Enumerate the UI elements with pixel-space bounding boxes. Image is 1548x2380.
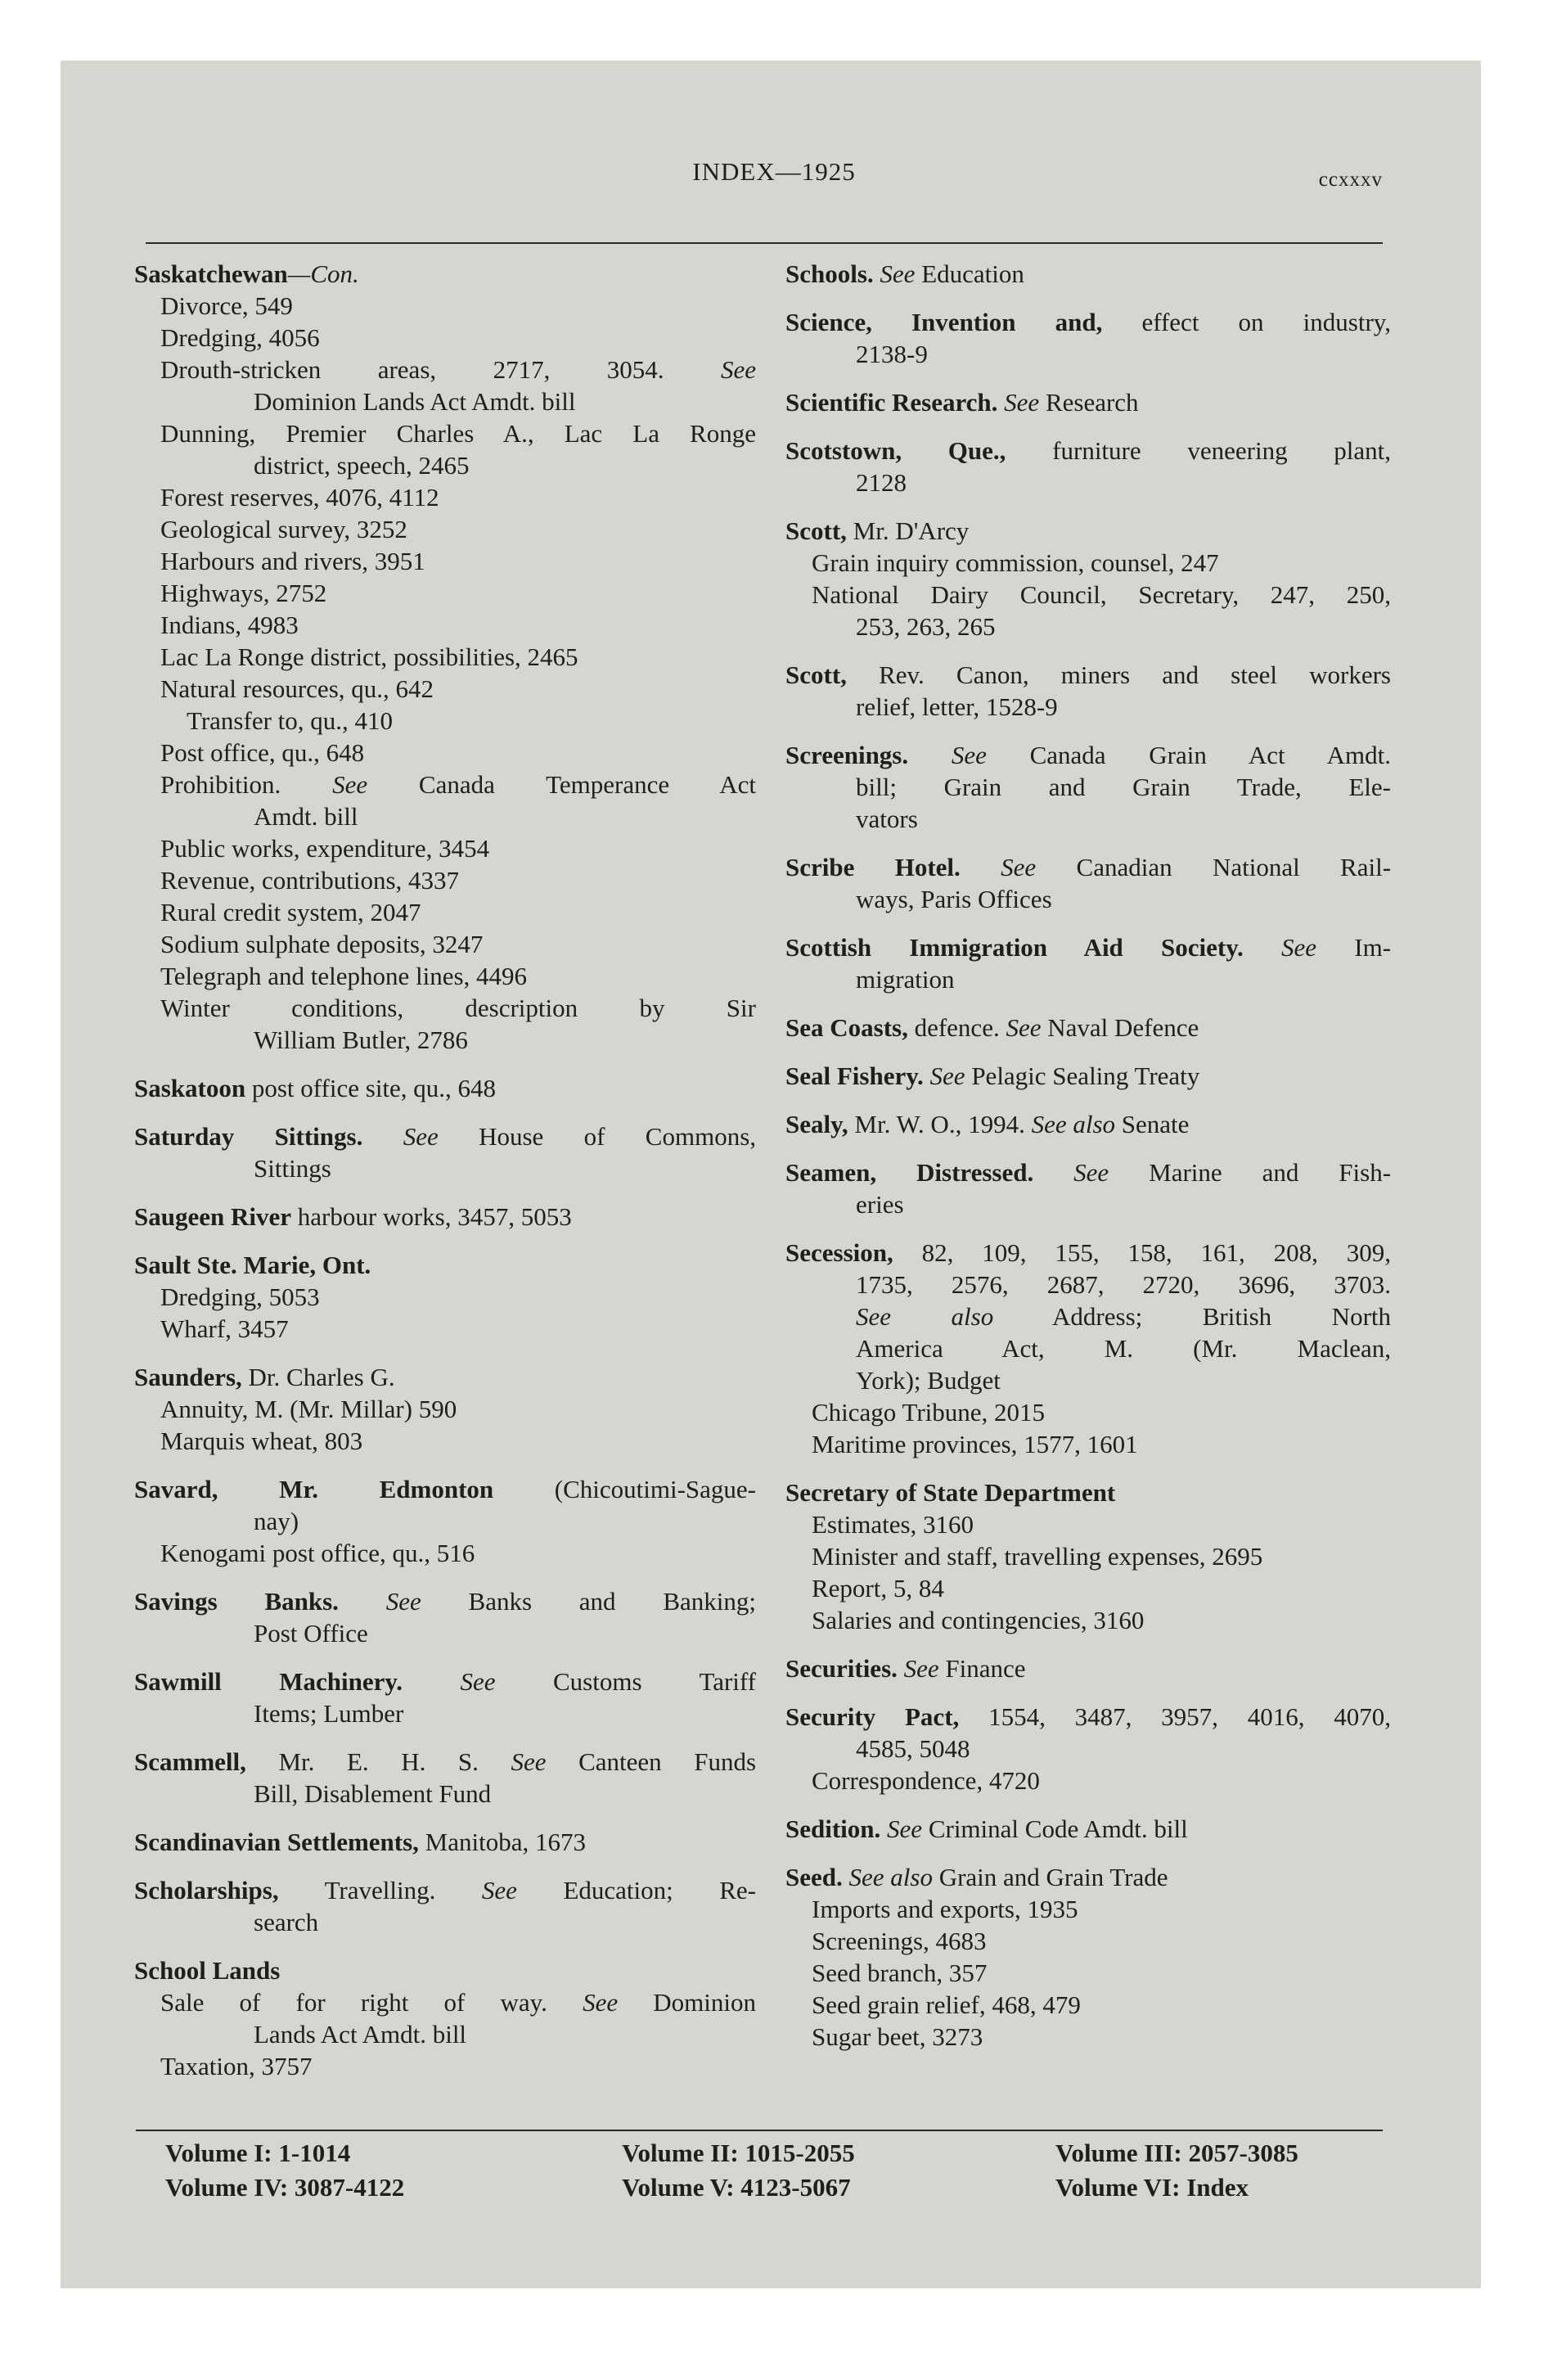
index-entry-saunders: Saunders, Dr. Charles G. Annuity, M. (Mr. Millar) 590 Marquis wheat, 803 <box>134 1363 457 1455</box>
page-number: ccxxxv <box>1318 169 1383 191</box>
index-entry-sault-ste-marie: Sault Ste. Marie, Ont. Dredging, 5053 Wharf, 3457 <box>134 1251 371 1343</box>
index-entry-security-pact: Security Pact, 1554, 3487, 3957, 4016, 4070, 4585, 5048 Correspondence, 4720 <box>785 1702 1391 1795</box>
volume-range: Volume I: 1-1014 <box>165 2139 351 2167</box>
volume-range: Volume III: 2057-3085 <box>1055 2139 1298 2167</box>
footer-volumes-right <box>1055 2136 1298 2205</box>
index-entry-schools: Schools. See Education <box>785 259 1024 288</box>
index-entry-secretary-of-state: Secretary of State Department Estimates, 3160 Minister and staff, travelling expenses, 2695 Report, 5, 84 Salaries and contingencies, 3160 <box>785 1478 1263 1634</box>
footer-volumes-middle <box>622 2136 855 2205</box>
index-entry-savings-banks: Savings Banks. See Banks and Banking; Post Office <box>134 1587 756 1648</box>
index-entry-scribe-hotel: Scribe Hotel. See Canadian National Rail- ways, Paris Offices <box>785 853 1392 913</box>
index-entry-seed: Seed. See also Grain and Grain Trade Imports and exports, 1935 Screenings, 4683 Seed branch, 357 Seed grain relief, 468, 479 Sugar beet, 3273 <box>785 1863 1168 2051</box>
sub-entry: Dunning, Premier Charles A., Lac La Ronge <box>160 419 756 448</box>
index-entry-school-lands: School Lands Sale of for right of way. See Dominion Lands Act Amdt. bill Taxation, 3757 <box>134 1956 757 2080</box>
index-entry-screenings: Screenings. See Canada Grain Act Amdt. bill; Grain and Grain Trade, Ele- vators <box>785 741 1391 833</box>
sub-entry-cont: William Butler, 2786 <box>254 1025 468 1054</box>
footer-volumes-left <box>165 2136 404 2205</box>
sub-entry: Winter conditions, description by Sir <box>160 994 756 1022</box>
index-entry-scandinavian-settlements: Scandinavian Settlements, Manitoba, 1673 <box>134 1828 586 1856</box>
sub-entry-cont: Dominion Lands Act Amdt. bill <box>254 387 576 416</box>
sub-entry: Divorce, 549 <box>160 291 293 320</box>
sub-entry: Sodium sulphate deposits, 3247 <box>160 930 484 958</box>
index-entry-scottish-immigration: Scottish Immigration Aid Society. See Im- migration <box>785 933 1392 994</box>
index-entry-saskatoon: Saskatoon post office site, qu., 648 <box>134 1074 497 1102</box>
index-entry-scholarships: Scholarships, Travelling. See Education; Re- search <box>134 1876 757 1936</box>
sub-entry: Telegraph and telephone lines, 4496 <box>160 962 528 990</box>
sub-entry: Lac La Ronge district, possibilities, 2465 <box>160 642 578 671</box>
sub-entry-cont: district, speech, 2465 <box>254 451 470 480</box>
index-entry-secession: Secession, 82, 109, 155, 158, 161, 208, 309, 1735, 2576, 2687, 2720, 3696, 3703. See also Address; British North America Act, M. (Mr. Maclean, York); Budget Chicago Tribune, 2015 Maritime provinces, 1577, 1601 <box>785 1238 1392 1458</box>
index-entry-scotstown: Scotstown, Que., furniture veneering plant, 2128 <box>785 436 1392 497</box>
index-entry-seamen-distressed: Seamen, Distressed. See Marine and Fish- eries <box>785 1158 1392 1219</box>
volume-range: Volume IV: 3087-4122 <box>165 2173 405 2202</box>
index-entry-sedition: Sedition. See Criminal Code Amdt. bill <box>785 1814 1188 1843</box>
index-entry-savard: Savard, Mr. Edmonton (Chicoutimi-Sague- nay) Kenogami post office, qu., 516 <box>134 1475 757 1567</box>
page-title: INDEX—1925 <box>692 157 856 186</box>
index-entry-sealy: Sealy, Mr. W. O., 1994. See also Senate <box>785 1110 1190 1138</box>
right-column <box>785 258 1391 2069</box>
header-rule <box>146 242 1383 244</box>
index-entry-saturday-sittings: Saturday Sittings. See House of Commons, Sittings <box>134 1122 757 1183</box>
index-entry-scott-darcy: Scott, Mr. D'Arcy Grain inquiry commission, counsel, 247 National Dairy Council, Secretary, 247, 250, 253, 263, 265 <box>785 516 1391 641</box>
index-entry-securities: Securities. See Finance <box>785 1654 1026 1683</box>
index-entry-science-invention: Science, Invention and, effect on industry, 2138-9 <box>785 308 1392 368</box>
sub-entry: Harbours and rivers, 3951 <box>160 547 425 575</box>
index-entry-saskatchewan <box>134 258 756 1056</box>
sub-entry: Highways, 2752 <box>160 579 327 607</box>
index-entry-seal-fishery: Seal Fishery. See Pelagic Sealing Treaty <box>785 1062 1200 1090</box>
sub-entry: Natural resources, qu., 642 <box>160 674 434 703</box>
sub-entry: Dredging, 4056 <box>160 323 320 352</box>
footer-rule <box>136 2130 1383 2131</box>
index-entry-scott-canon: Scott, Rev. Canon, miners and steel workers relief, letter, 1528-9 <box>785 660 1391 721</box>
left-column <box>134 258 756 2098</box>
index-entry-scientific-research: Scientific Research. See Research <box>785 388 1139 417</box>
index-entry-sea-coasts: Sea Coasts, defence. See Naval Defence <box>785 1013 1199 1042</box>
sub-entry: Prohibition. See Canada Temperance Act <box>160 770 756 799</box>
sub-sub-entry: Transfer to, qu., 410 <box>187 706 394 735</box>
sub-entry: Rural credit system, 2047 <box>160 898 421 926</box>
index-entry-sawmill-machinery: Sawmill Machinery. See Customs Tariff Items; Lumber <box>134 1667 756 1728</box>
sub-entry: Geological survey, 3252 <box>160 515 407 543</box>
sub-entry: Drouth-stricken areas, 2717, 3054. See <box>160 355 757 384</box>
sub-entry-cont: Amdt. bill <box>254 802 358 831</box>
continued-label: —Con. <box>287 259 359 288</box>
volume-range: Volume VI: Index <box>1055 2173 1249 2202</box>
volume-range: Volume V: 4123-5067 <box>622 2173 851 2202</box>
sub-entry: Post office, qu., 648 <box>160 738 365 767</box>
index-entry-scammell: Scammell, Mr. E. H. S. See Canteen Funds Bill, Disablement Fund <box>134 1747 757 1808</box>
sub-entry: Public works, expenditure, 3454 <box>160 834 490 863</box>
sub-entry: Forest reserves, 4076, 4112 <box>160 483 439 512</box>
sub-entry: Indians, 4983 <box>160 611 299 639</box>
volume-range: Volume II: 1015-2055 <box>622 2139 855 2167</box>
sub-entry: Revenue, contributions, 4337 <box>160 866 460 895</box>
index-entry-saugeen-river: Saugeen River harbour works, 3457, 5053 <box>134 1202 572 1231</box>
entry-heading: Saskatchewan <box>134 259 288 288</box>
